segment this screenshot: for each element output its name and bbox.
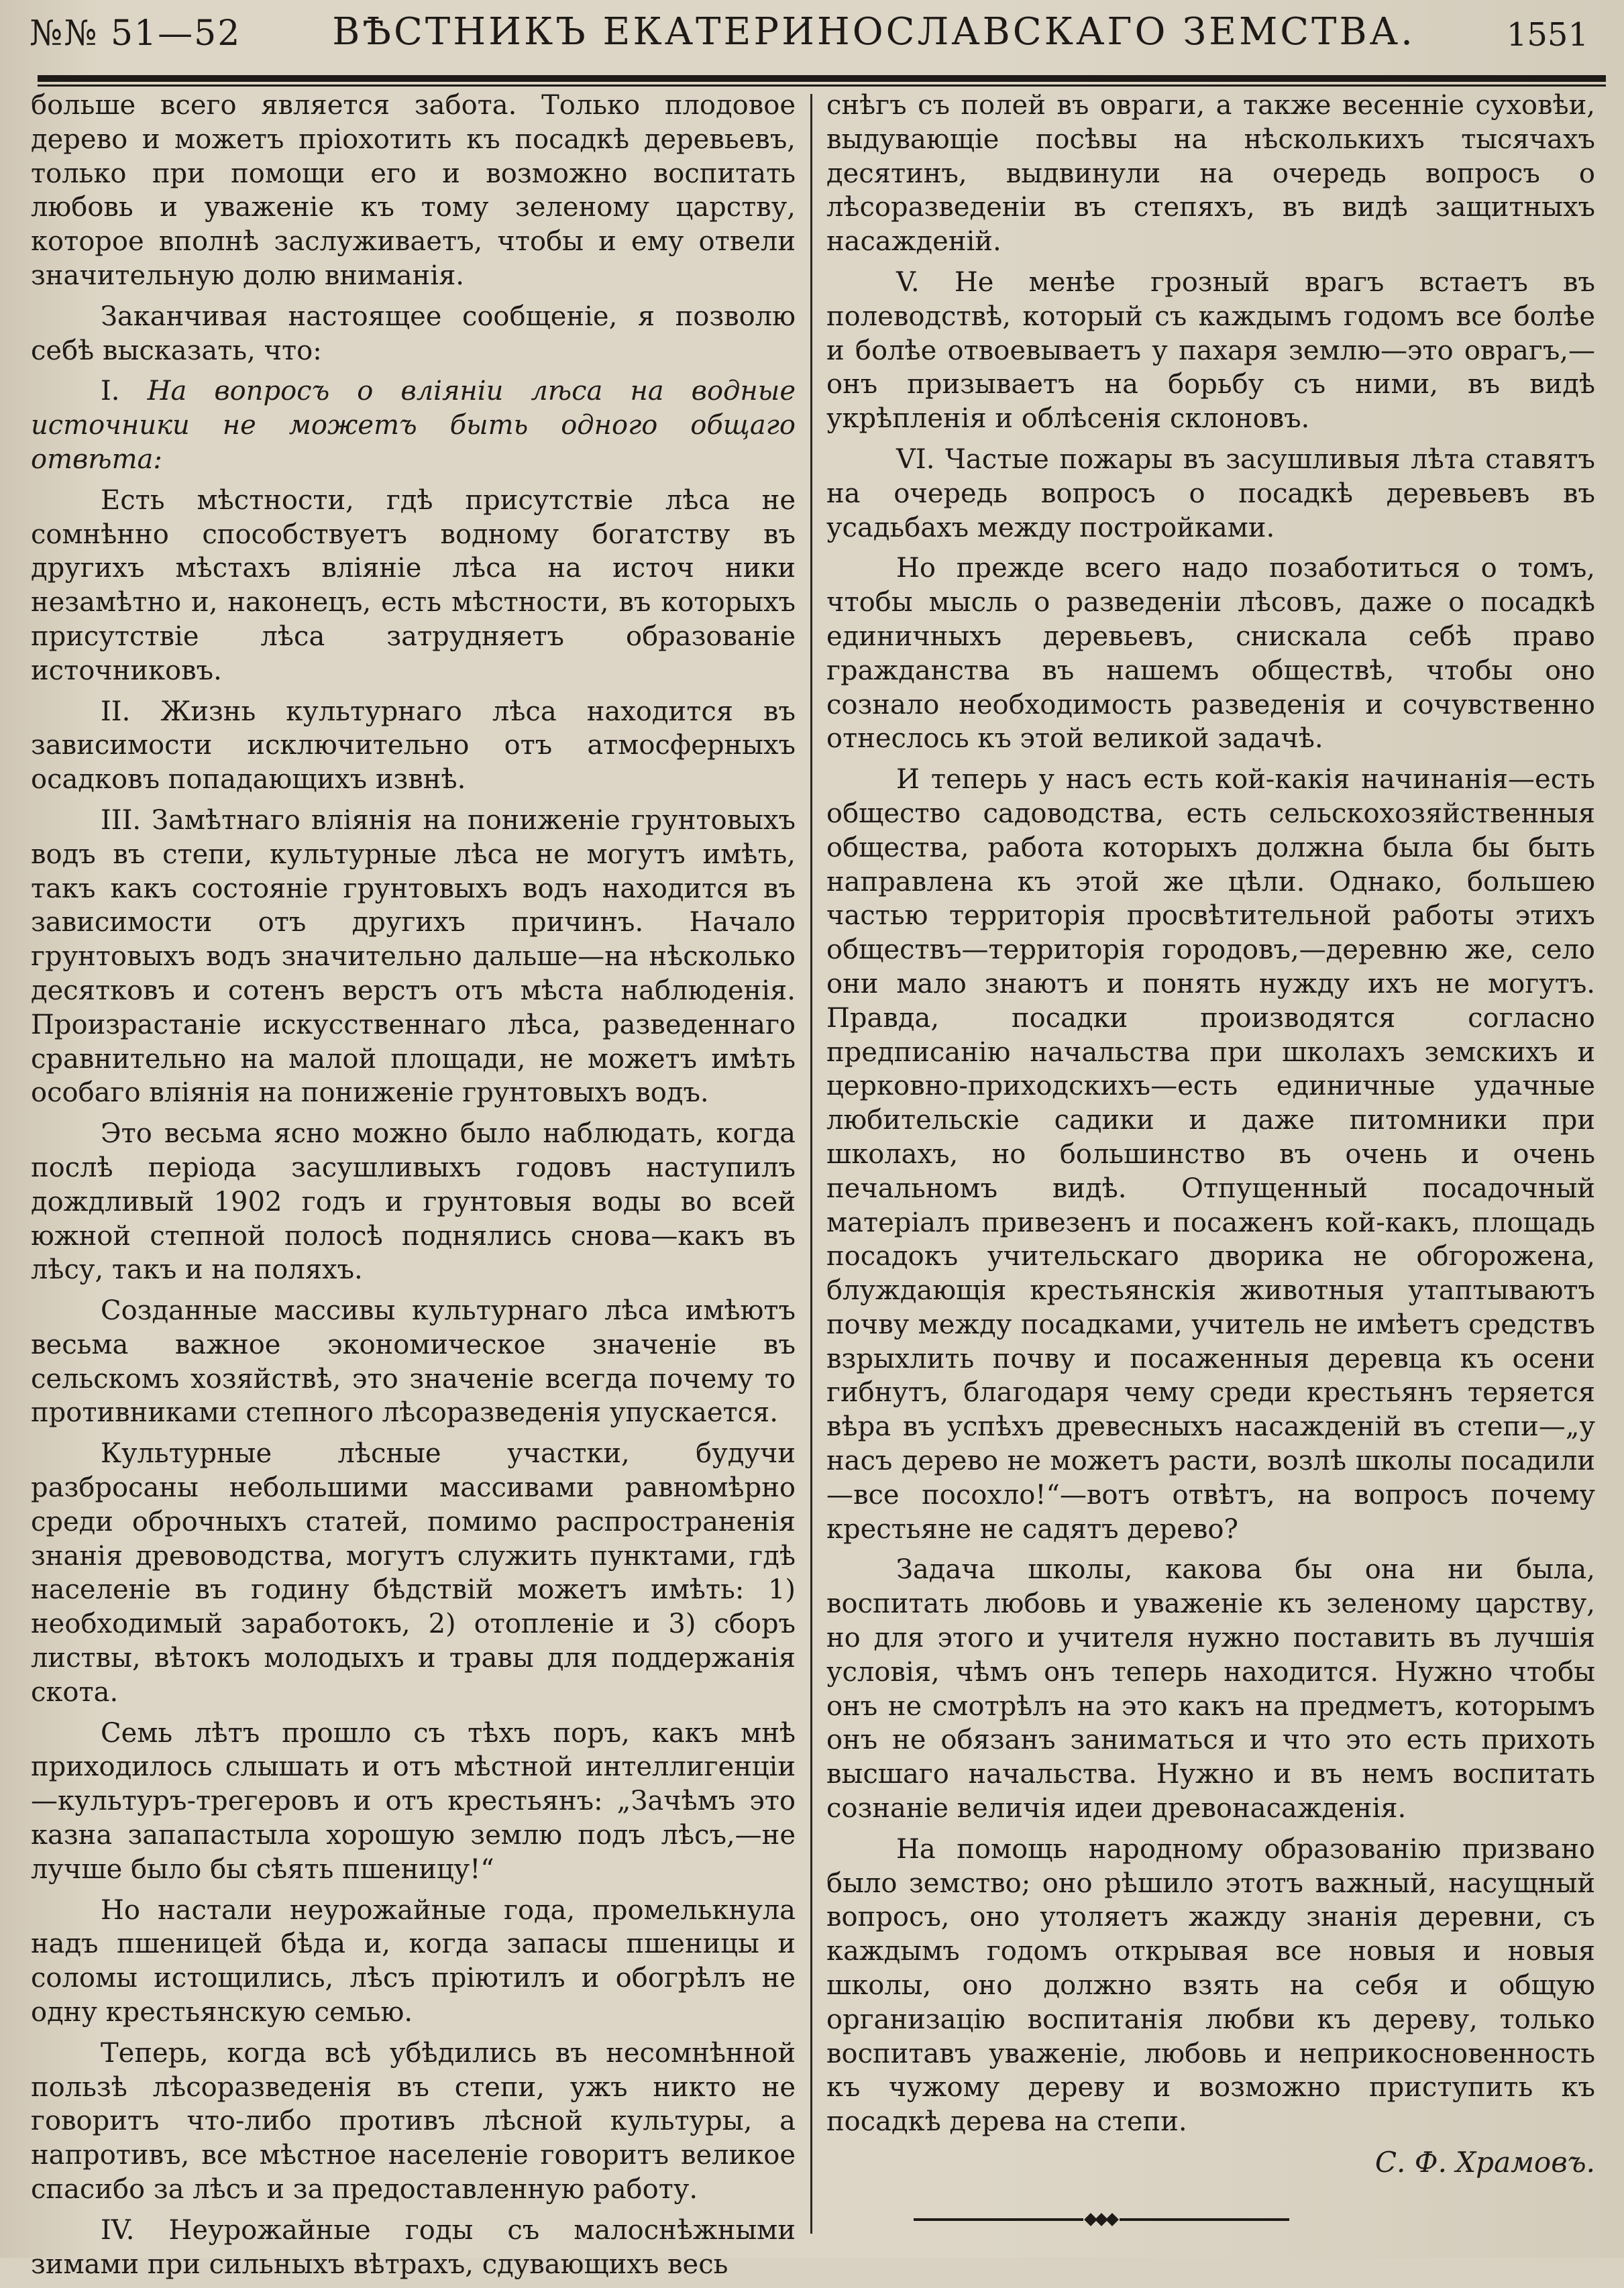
- paragraph: Семь лѣтъ прошло съ тѣхъ поръ, какъ мнѣ приходилось слышать и отъ мѣстной интеллигенціи—культуръ-трегеровъ и отъ крестьянъ: „Зачѣмъ это казна запапастыла хорошую землю подъ лѣсъ,—не лучше было бы сѣять пшеницу!“: [31, 1717, 796, 1885]
- ornament-line-right: [1120, 2218, 1289, 2221]
- issue-number: №№ 51—52: [30, 13, 241, 54]
- paragraph: V. Не менѣе грозный врагъ встаетъ въ полеводствѣ, который съ каждымъ годомъ все болѣе и болѣе отвоевываетъ у пахаря землю—это оврагъ,—онъ призываетъ на борьбу съ ними, въ видѣ укрѣпленія и облѣсенія склоновъ.: [826, 266, 1595, 435]
- paragraph: VI. Частые пожары въ засушливыя лѣта ставятъ на очередь вопросъ о посадкѣ деревьевъ въ усадьбахъ между постройками.: [826, 443, 1595, 543]
- header-rule-thick: [38, 75, 1606, 82]
- paragraph: Теперь, когда всѣ убѣдились въ несомнѣнной пользѣ лѣсоразведенія въ степи, ужъ никто не говоритъ что-либо противъ лѣсной культуры, а напротивъ, все мѣстное населеніе говоритъ великое спасибо за лѣсъ и за предоставленную работу.: [31, 2037, 796, 2205]
- ornament-diamonds: [1086, 2215, 1117, 2224]
- paragraph: III. Замѣтнаго вліянія на пониженіе грунтовыхъ водъ въ степи, культурные лѣса не могутъ имѣть, такъ какъ состояніе грунтовыхъ водъ находится въ зависимости отъ другихъ причинъ. Начало грунтовыхъ водъ значительно дальше—на нѣсколько десятковъ и сотенъ верстъ отъ мѣста наблюденія. Произрастаніе искусственнаго лѣса, разведеннаго сравнительно на малой площади, не можетъ имѣть особаго вліянія на пониженіе грунтовыхъ водъ.: [31, 804, 796, 1109]
- right-column: [826, 89, 1595, 2224]
- paragraph: Заканчивая настоящее сообщеніе, я позволю себѣ высказать, что:: [31, 301, 796, 366]
- paragraph: Но настали неурожайные года, промелькнула надъ пшеницей бѣда и, когда запасы пшеницы и соломы истощились, лѣсъ пріютилъ и обогрѣлъ не одну крестьянскую семью.: [31, 1894, 796, 2028]
- italic-thesis: На вопросъ о вліяніи лѣса на водные источники не можетъ быть одного общаго отвѣта:: [31, 376, 796, 475]
- paragraph: Но прежде всего надо позаботиться о томъ, чтобы мысль о разведеніи лѣсовъ, даже о посадкѣ единичныхъ деревьевъ, снискала себѣ право гражданства въ нашемъ обществѣ, чтобы оно сознало необходимость разведенія и сочувственно отнеслось къ этой великой задачѣ.: [826, 553, 1595, 755]
- paragraph: На помощь народному образованію призвано было земство; оно рѣшило этотъ важный, насущный вопросъ, оно утоляетъ жажду знанія деревни, съ каждымъ годомъ открывая все новыя и новыя школы, оно должно взять на себя и общую организацію воспитанія любви къ дереву, только воспитавъ уваженіе, любовь и неприкосновенность къ чужому дереву и возможно приступить къ посадкѣ дерева на степи.: [826, 1833, 1595, 2138]
- journal-title: ВѢСТНИКЪ ЕКАТЕРИНОСЛАВСКАГО ЗЕМСТВА.: [332, 10, 1415, 54]
- end-ornament: [914, 2215, 1289, 2224]
- author-signature: С. Ф. Храмовъ.: [1374, 2146, 1595, 2179]
- paragraph: И теперь у насъ есть кой-какія начинанія—есть общество садоводства, есть сельскохозяйственныя общества, работа которыхъ должна была бы быть направлена къ этой же цѣли. Однако, большею частью территорія просвѣтительной работы этихъ обществъ—территорія городовъ,—деревню же, село они мало знаютъ и понять нужду ихъ не могутъ. Правда, посадки производятся согласно предписанію начальства при школахъ земскихъ и церковно-приходскихъ—есть единичные удачные любительскіе садики и даже питомники при школахъ, но большинство въ очень и очень печальномъ видѣ. Отпущенный посадочный матеріалъ привезенъ и посаженъ кой-какъ, площадь посадокъ учительскаго дворика не обгорожена, блуждающія крестьянскія животныя утаптываютъ почву между посадками, учитель не имѣетъ средствъ взрыхлить почву и посаженныя деревца къ осени гибнутъ, благодаря чему среди крестьянъ теряется вѣра въ успѣхъ древесныхъ насажденій въ степи—„у насъ дерево не можетъ расти, возлѣ школы посадили—все посохло!“—вотъ отвѣтъ, на вопросъ почему крестьяне не садятъ дерево?: [826, 764, 1595, 1545]
- paragraph: снѣгъ съ полей въ овраги, а также весенніе суховѣи, выдувающіе посѣвы на нѣсколькихъ тысячахъ десятинъ, выдвинули на очередь вопросъ о лѣсоразведеніи въ степяхъ, въ видѣ защитныхъ насажденій.: [826, 90, 1595, 258]
- section-numeral: I.: [101, 376, 120, 407]
- paragraph: II. Жизнь культурнаго лѣса находится въ зависимости исключительно отъ атмосферныхъ осадковъ попадающихъ извнѣ.: [31, 696, 796, 796]
- paragraph: IV. Неурожайные годы съ малоснѣжными зимами при сильныхъ вѣтрахъ, сдувающихъ весь: [31, 2214, 796, 2280]
- left-column: [31, 89, 796, 2288]
- paragraph: Есть мѣстности, гдѣ присутствіе лѣса не сомнѣнно способствуетъ водному богатству въ другихъ мѣстахъ вліяніе лѣса на источ ники незамѣтно и, наконецъ, есть мѣстности, въ которыхъ присутствіе лѣса затрудняетъ образованіе источниковъ.: [31, 484, 796, 686]
- paragraph: больше всего является забота. Только плодовое дерево и можетъ пріохотить къ посадкѣ деревьевъ, только при помощи его и возможно воспитать любовь и уваженіе къ тому зеленому царству, которое вполнѣ заслуживаетъ, чтобы и ему отвели значительную долю вниманія.: [31, 90, 796, 291]
- page-header: [30, 0, 1592, 54]
- paragraph: Культурные лѣсные участки, будучи разбросаны небольшими массивами равномѣрно среди оброчныхъ статей, помимо распространенія знанія древоводства, могутъ служить пунктами, гдѣ населеніе въ годину бѣдствій можетъ имѣть: 1) необходимый заработокъ, 2) отопленіе и 3) сборъ листвы, вѣтокъ молодыхъ и травы для поддержанія скота.: [31, 1438, 796, 1708]
- header-rule-thin: [38, 85, 1606, 87]
- paragraph: Задача школы, какова бы она ни была, воспитать любовь и уваженіе къ зеленому царству, но для этого и учителя нужно поставить въ лучшія условія, чѣмъ онъ теперь находится. Нужно чтобы онъ не смотрѣлъ на это какъ на предметъ, которымъ онъ не обязанъ заниматься и что это есть прихоть высшаго начальства. Нужно и въ немъ воспитать сознаніе величія идеи древонасажденія.: [826, 1554, 1595, 1824]
- ornament-line-left: [914, 2218, 1083, 2221]
- paragraph: Это весьма ясно можно было наблюдать, когда послѣ періода засушливыхъ годовъ наступилъ дождливый 1902 годъ и грунтовыя воды во всей южной степной полосѣ поднялись снова—какъ въ лѣсу, такъ и на поляхъ.: [31, 1118, 796, 1286]
- paragraph: Созданные массивы культурнаго лѣса имѣютъ весьма важное экономическое значеніе въ сельскомъ хозяйствѣ, это значеніе всегда почему то противниками степного лѣсоразведенія упускается.: [31, 1295, 796, 1429]
- paragraph: [31, 374, 796, 476]
- page-number: 1551: [1506, 16, 1588, 54]
- column-divider: [810, 94, 812, 2234]
